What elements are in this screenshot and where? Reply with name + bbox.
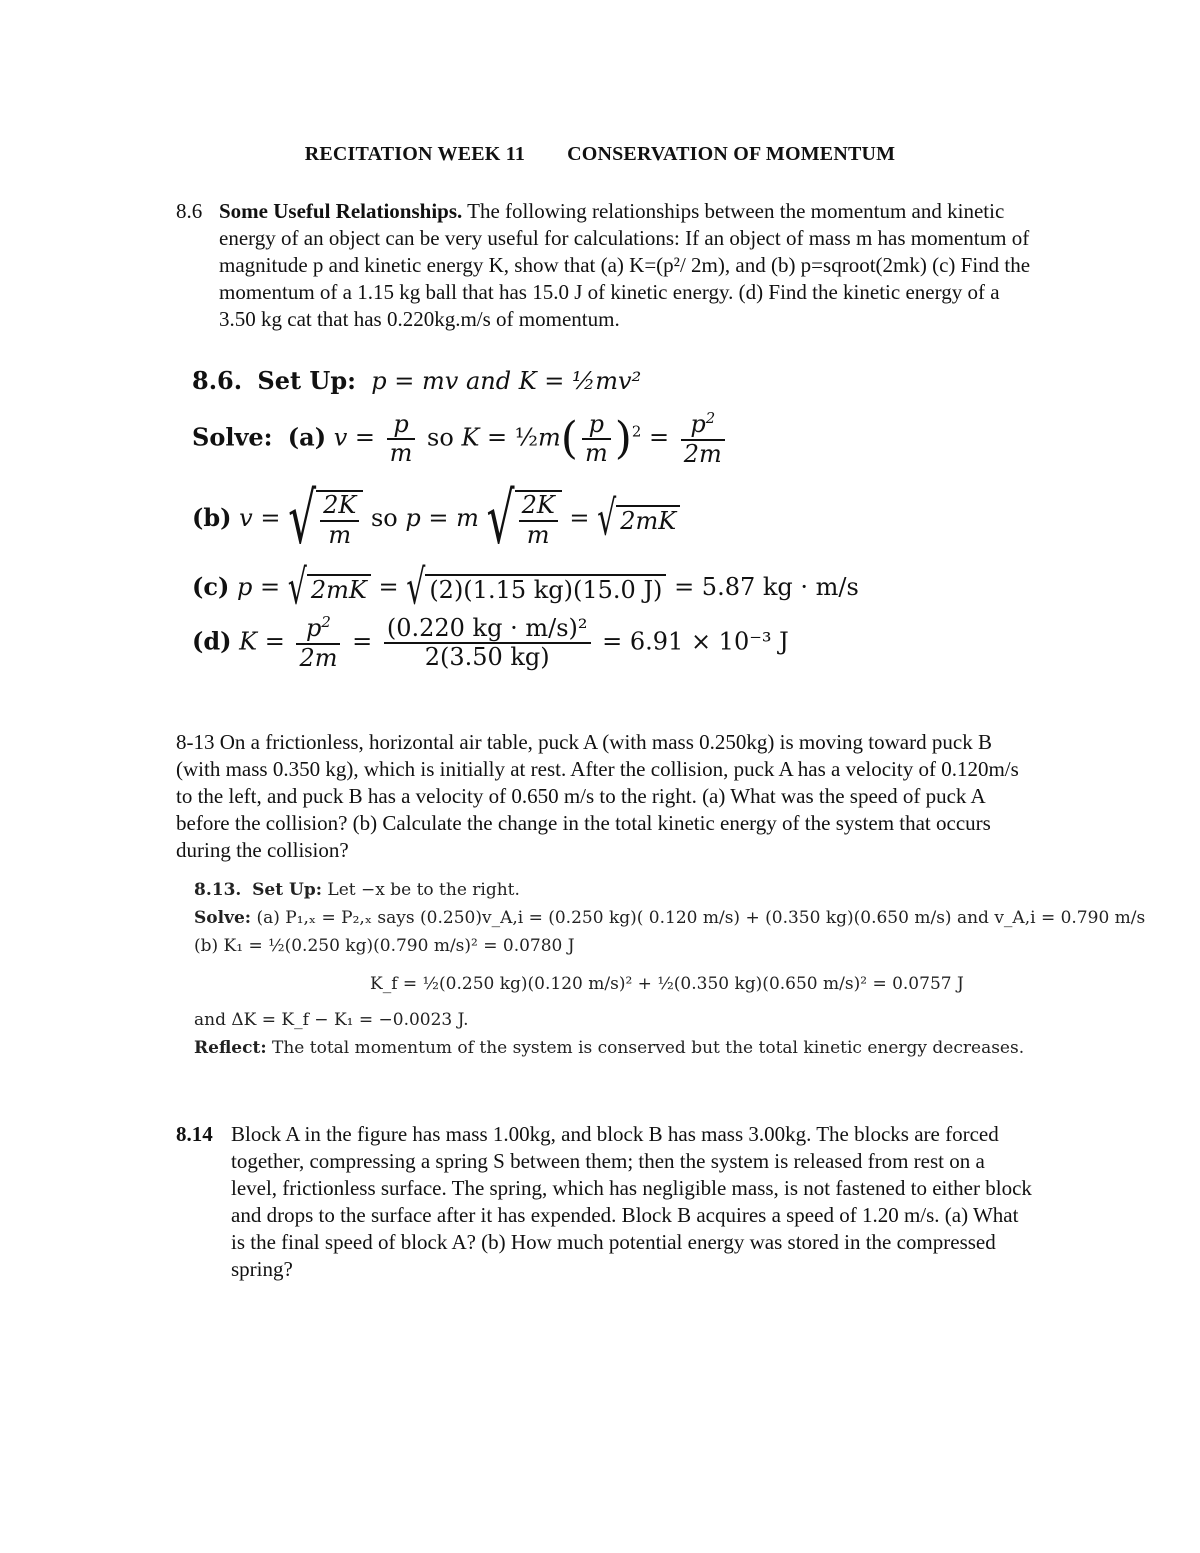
part-c-label: (c) [192, 572, 230, 601]
problem-body: The following relationships between the momentum and kinetic energy of an object can be very useful for calculations: If an object of mass m has momentum of magnitude p and kinetic energy K, show that (a) K=(p²/ 2m), and (b) p=sqroot(2mk) (c) Find the momentum of a 1.15 kg ball that has 15.0 J of kinetic energy. (d) Find the kinetic energy of a 3.50 kg cat that has 0.220kg.m/s of momentum. [219, 199, 1031, 331]
reflect-label: Reflect: [194, 1038, 267, 1058]
setup-label: Set Up: [252, 880, 322, 900]
problem-text [219, 198, 1036, 333]
part-a-label: (a) [287, 422, 327, 452]
setup-text: Let −x be to the right. [327, 880, 520, 900]
solution-line-b: (b) K₁ = ½(0.250 kg)(0.790 m/s)² = 0.0780 J [194, 936, 575, 956]
title-right: CONSERVATION OF MOMENTUM [567, 143, 896, 165]
problem-heading: Some Useful Relationships. [219, 199, 463, 223]
solution-8-6-d: (d) K = $\frac{p^2}{2m}$ = $\frac{\text{(0.220 kg · m/s)²}}{2(3.50 kg)}$ = 6.91 × 10⁻³ J [192, 613, 789, 672]
solution-8-6-b: (b) v = √ $\frac{2K}{m}$ so p = m √ $\frac{2K}{m}$ = √ 2mK [192, 490, 680, 549]
problem-number: 8.14 [176, 1122, 213, 1146]
reflect-text: The total momentum of the system is conserved but the total kinetic energy decreases. [272, 1038, 1025, 1058]
solution-8-6-setup [192, 366, 641, 395]
setup-label: Set Up: [257, 366, 356, 395]
problem-body: 8-13 On a frictionless, horizontal air table, puck A (with mass 0.250kg) is moving toward puck B (with mass 0.350 kg), which is initially at rest. After the collision, puck A has a velocity of 0.120m/s to the left, and puck B has a velocity of 0.650 m/s to the right. (a) What was the speed of puck A before the collision? (b) Calculate the change in the total kinetic energy of the system that occurs during the collision? [176, 730, 1019, 862]
solution-label: 8.6. [192, 366, 243, 395]
page-title [0, 143, 1200, 166]
part-d-result: = 6.91 × 10⁻³ J [602, 627, 789, 656]
solution-line-kf: K_f = ½(0.250 kg)(0.120 m/s)² + ½(0.350 kg)(0.650 m/s)² = 0.0757 J [370, 974, 964, 994]
part-b-label: (b) [192, 503, 232, 533]
part-c-result: = 5.87 kg · m/s [674, 573, 859, 601]
solution-label: 8.13. [194, 880, 242, 900]
setup-equation: p = mv and K = ½mv² [371, 367, 642, 395]
part-d-numerator: (0.220 kg · m/s)² [386, 613, 588, 642]
problem-8-14 [176, 1121, 1036, 1283]
part-d-denominator: 2(3.50 kg) [384, 642, 591, 672]
problem-8-6 [176, 198, 1036, 333]
problem-8-13 [176, 729, 1036, 864]
problem-number: 8.6 [176, 199, 203, 223]
title-left: RECITATION WEEK 11 [304, 143, 526, 165]
problem-body: Block A in the figure has mass 1.00kg, and block B has mass 3.00kg. The blocks are forced together, compressing a spring S between them; then the system is released from rest on a level, frictionless surface. The spring, which has negligible mass, is not fastened to either block and drops to the surface after it has expended. Block B acquires a speed of 1.20 m/s. (a) What is the final speed of block A? (b) How much potential energy was stored in the compressed spring? [231, 1122, 1032, 1281]
solution-line-dk: and ΔK = K_f − K₁ = −0.0023 J. [194, 1010, 469, 1030]
solution-8-13 [194, 876, 1184, 1062]
part-d-label: (d) [192, 626, 232, 656]
solve-label: Solve: [192, 422, 273, 452]
solution-8-6-c: (c) p = √ 2mK = √ (2)(1.15 kg)(15.0 J) = 5.87 kg · m/s [192, 559, 859, 616]
solve-label: Solve: [194, 908, 252, 928]
solution-8-6-a: Solve: (a) v = $\frac{p}{m}$ so K = ½m( $\frac{p}{m}$ )$^2$ = $\frac{p^2}{2m}$ [192, 410, 729, 468]
solution-line-a: (a) P₁,ₓ = P₂,ₓ says (0.250)v_A,i = (0.250 kg)( 0.120 m/s) + (0.350 kg)(0.650 m/s) and v_A,i = 0.790 m/s [256, 908, 1146, 928]
